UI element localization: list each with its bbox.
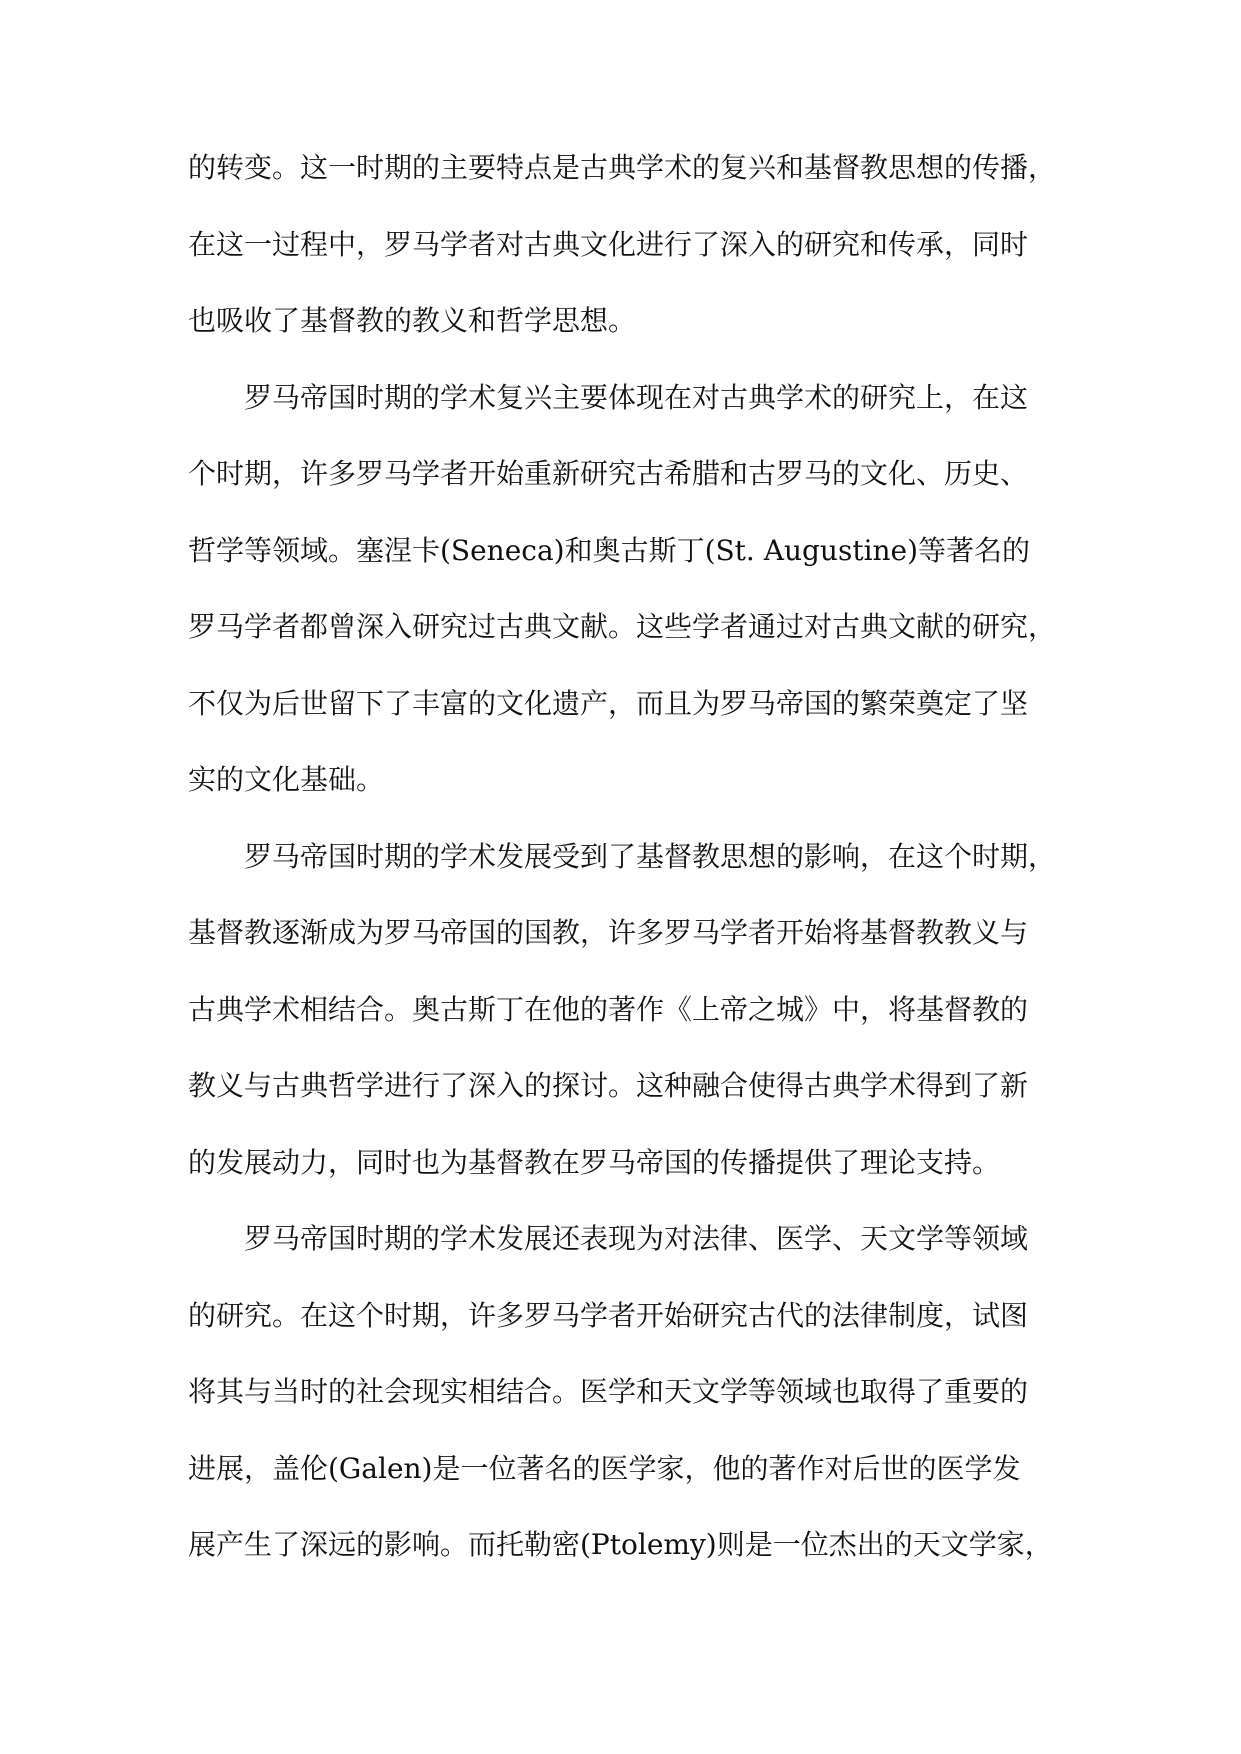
text-line: 在这一过程中，罗马学者对古典文化进行了深入的研究和传承，同时: [188, 227, 1029, 261]
text-line: 的研究。在这个时期，许多罗马学者开始研究古代的法律制度，试图: [188, 1298, 1029, 1332]
text-line: 进展，盖伦(Galen)是一位著名的医学家，他的著作对后世的医学发: [188, 1451, 1021, 1485]
text-line: 古典学术相结合。奥古斯丁在他的著作《上帝之城》中，将基督教的: [188, 992, 1029, 1026]
text-line: 罗马帝国时期的学术复兴主要体现在对古典学术的研究上，在这: [244, 380, 1029, 414]
text-line: 将其与当时的社会现实相结合。医学和天文学等领域也取得了重要的: [188, 1375, 1029, 1408]
text-line: 罗马学者都曾深入研究过古典文献。这些学者通过对古典文献的研究，: [188, 610, 1057, 643]
text-line: 基督教逐渐成为罗马帝国的国教，许多罗马学者开始将基督教教义与: [188, 916, 1029, 949]
text-line: 实的文化基础。: [188, 763, 385, 796]
text-line: 个时期，许多罗马学者开始重新研究古希腊和古罗马的文化、历史、: [188, 457, 1029, 490]
text-line: 不仅为后世留下了丰富的文化遗产，而且为罗马帝国的繁荣奠定了坚: [188, 686, 1029, 720]
text-line: 的发展动力，同时也为基督教在罗马帝国的传播提供了理论支持。: [188, 1145, 1001, 1179]
text-line: 展产生了深远的影响。而托勒密(Ptolemy)则是一位杰出的天文学家，: [188, 1528, 1053, 1561]
text-line: 罗马帝国时期的学术发展还表现为对法律、医学、天文学等领域: [244, 1222, 1029, 1255]
text-line: 教义与古典哲学进行了深入的探讨。这种融合使得古典学术得到了新: [188, 1069, 1029, 1102]
text-line: 罗马帝国时期的学术发展受到了基督教思想的影响，在这个时期，: [244, 839, 1057, 873]
text-line: 也吸收了基督教的教义和哲学思想。: [188, 304, 637, 337]
text-line: 的转变。这一时期的主要特点是古典学术的复兴和基督教思想的传播，: [188, 151, 1057, 184]
text-line: 哲学等领域。塞涅卡(Seneca)和奥古斯丁(St. Augustine)等著名的: [188, 533, 1031, 567]
body-text: [188, 138, 1068, 1592]
